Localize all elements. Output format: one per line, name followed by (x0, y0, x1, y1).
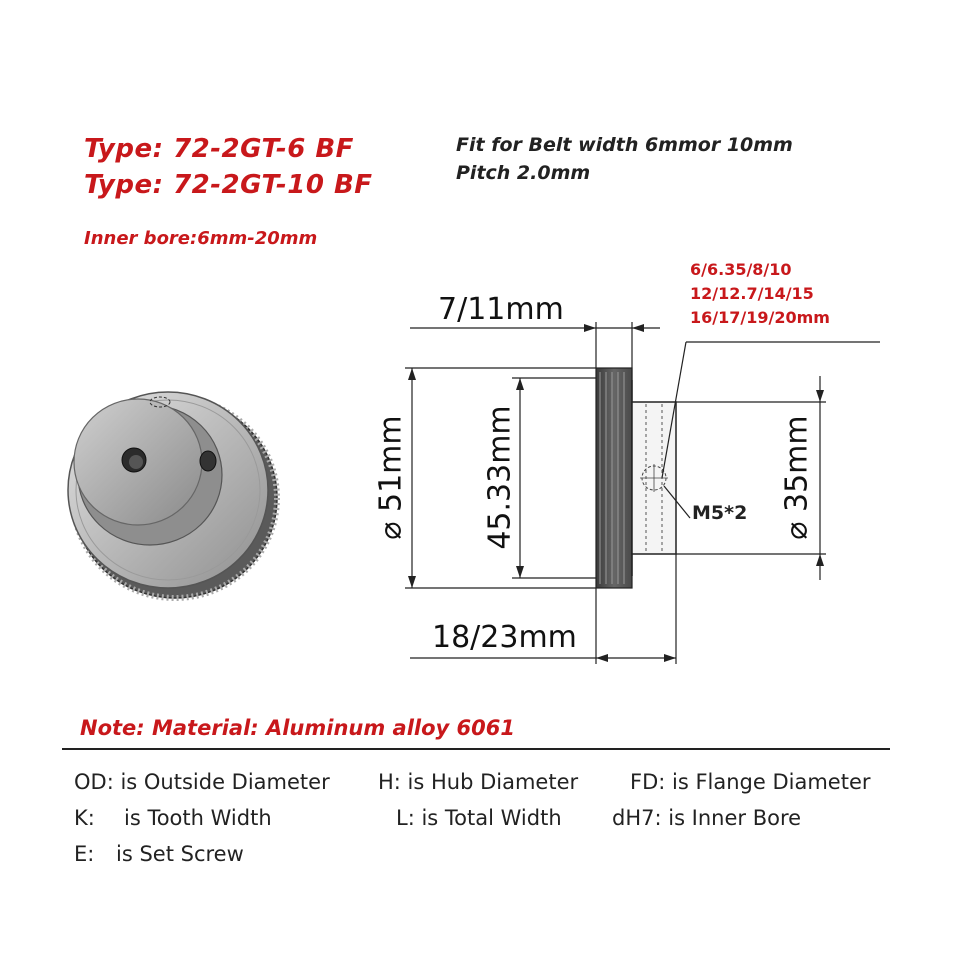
bore-size-row: 16/17/19/20mm (690, 308, 830, 327)
total-width-dimension: 18/23mm (432, 620, 577, 655)
legend-h: H: is Hub Diameter (378, 770, 579, 794)
type-title-10mm: Type: 72-2GT-10 BF (84, 170, 373, 200)
inner-bore-range: Inner bore:6mm-20mm (84, 228, 318, 249)
belt-width-dimension: 7/11mm (438, 292, 564, 327)
pulley-3d-view (68, 392, 277, 598)
bore-size-row: 6/6.35/8/10 (690, 260, 792, 279)
material-note: Note: Material: Aluminum alloy 6061 (80, 716, 515, 740)
outside-diameter-dimension: ⌀ 51mm (373, 415, 409, 540)
bore-size-list (690, 258, 830, 330)
legend-k-key: K: (74, 806, 95, 830)
set-screw-label: M5*2 (692, 502, 748, 524)
pitch-info: Pitch 2.0mm (456, 162, 591, 184)
legend-od: OD: is Outside Diameter (74, 770, 330, 794)
hub-diameter-dimension: ⌀ 35mm (779, 415, 815, 540)
legend-e-key: E: (74, 842, 95, 866)
belt-width-info: Fit for Belt width 6mmor 10mm (456, 134, 793, 156)
legend-fd: FD: is Flange Diameter (630, 770, 871, 794)
legend-dh7: dH7: is Inner Bore (612, 806, 802, 830)
bore-size-row: 12/12.7/14/15 (690, 284, 814, 303)
legend-e-value: is Set Screw (116, 842, 244, 866)
legend-l: L: is Total Width (396, 806, 562, 830)
tooth-diameter-dimension: 45.33mm (482, 405, 518, 550)
legend-k-value: is Tooth Width (124, 806, 272, 830)
type-title-6mm: Type: 72-2GT-6 BF (84, 134, 354, 164)
pulley-side-view (596, 368, 676, 588)
